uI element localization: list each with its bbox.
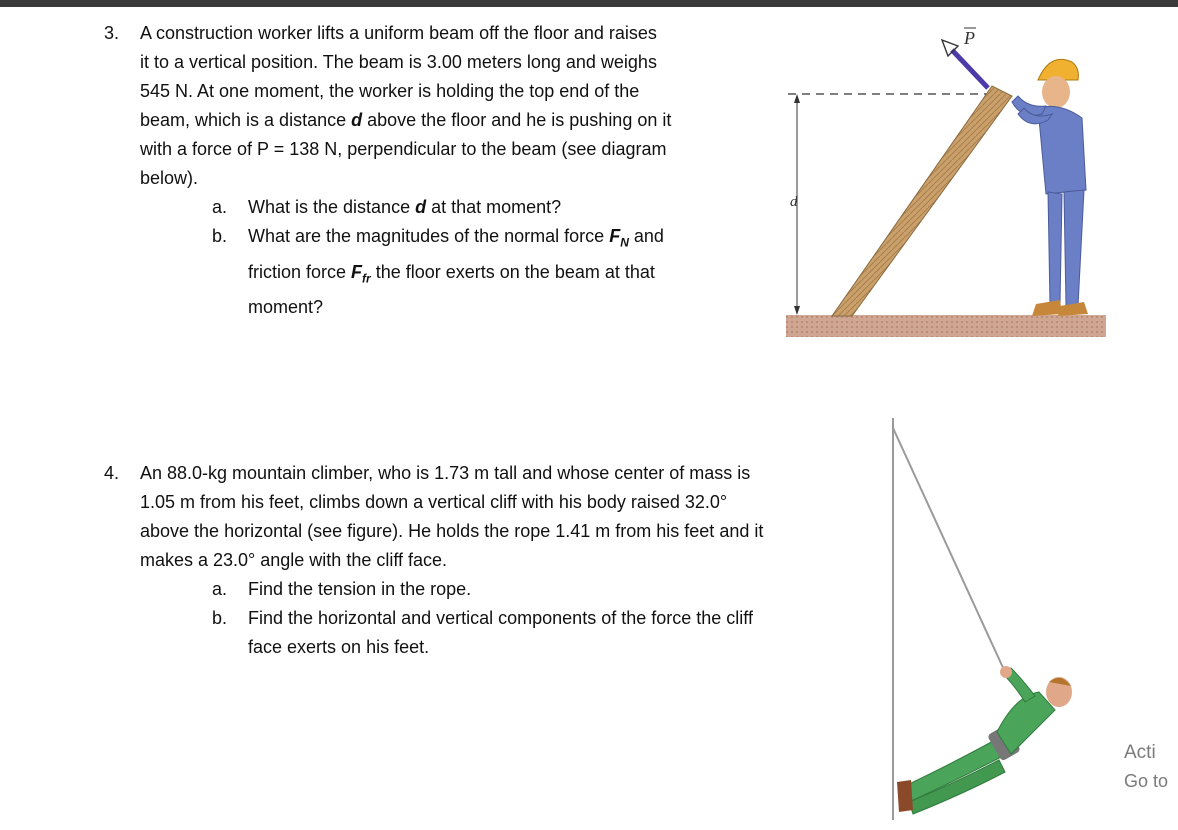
- q3-line: A construction worker lifts a uniform beam off the floor and raises: [140, 23, 657, 43]
- q3-part-b-label: b.: [212, 226, 228, 246]
- fn-symbol: F: [609, 226, 621, 246]
- q3-part-a-var: d: [415, 197, 427, 217]
- q3-text: [140, 19, 671, 193]
- q3-part-a-post: at that moment?: [426, 197, 562, 217]
- q3-part-a-pre: What is the distance: [248, 197, 416, 217]
- q4-line: makes a 23.0° angle with the cliff face.: [140, 550, 448, 570]
- q4-part-b-line2: face exerts on his feet.: [248, 637, 430, 657]
- worker: [1012, 59, 1088, 316]
- q3-var-d: d: [351, 110, 363, 130]
- d-arrow-bottom-icon: [794, 306, 800, 315]
- q3-line: 545 N. At one moment, the worker is holding the top end of the: [140, 81, 640, 101]
- q4-part-b-line1: Find the horizontal and vertical components of the force the cliff: [248, 608, 753, 628]
- p-label: P: [964, 28, 975, 48]
- q3-part-b-line3: moment?: [248, 297, 324, 318]
- q3-number: 3.: [104, 23, 120, 43]
- d-label: d: [790, 194, 798, 210]
- force-p-arrow: [952, 50, 988, 88]
- q3-part-a-text: [248, 193, 561, 222]
- beam: [832, 86, 1012, 316]
- q3-part-b-line1: [248, 222, 664, 258]
- q4-line: 1.05 m from his feet, climbs down a vertical cliff with his body raised 32.0°: [140, 492, 728, 512]
- activation-watermark: [1124, 739, 1168, 795]
- q3-part-b-l2pre: friction force: [248, 261, 352, 282]
- q3-part-b-pre: What are the magnitudes of the normal force: [248, 226, 610, 246]
- top-bar: [0, 0, 1178, 7]
- q4-line: above the horizontal (see figure). He holds the rope 1.41 m from his feet and it: [140, 521, 764, 541]
- watermark-line1: Acti: [1124, 742, 1156, 763]
- ffr-symbol: F: [351, 261, 363, 282]
- climber: [897, 666, 1072, 814]
- q3-part-b-mid: and: [628, 226, 664, 246]
- fn-subscript: N: [620, 235, 629, 250]
- rope: [893, 428, 1005, 672]
- ffr-subscript: fr: [362, 271, 371, 286]
- q4-part-a-text: Find the tension in the rope.: [248, 579, 472, 599]
- q4-text: [140, 459, 763, 575]
- q4-part-a-label: a.: [212, 579, 228, 599]
- q3-line-part: beam, which is a distance: [140, 110, 347, 130]
- watermark-line2: Go to: [1124, 771, 1169, 791]
- q3-part-b-l2post: the floor exerts on the beam at that: [370, 261, 655, 282]
- beam-worker-figure: [760, 10, 1120, 355]
- q4-number: 4.: [104, 463, 120, 483]
- q3-line: [140, 106, 671, 135]
- q3-part-b-line2: [248, 258, 664, 294]
- q4-line: An 88.0-kg mountain climber, who is 1.73 m tall and whose center of mass is: [140, 463, 751, 483]
- climber-figure: [875, 410, 1095, 830]
- q3-line: it to a vertical position. The beam is 3.00 meters long and weighs: [140, 52, 657, 72]
- q3-part-a-label: a.: [212, 197, 228, 217]
- q3-line: below).: [140, 168, 199, 188]
- d-arrow-top-icon: [794, 94, 800, 103]
- q3-line: with a force of P = 138 N, perpendicular to the beam (see diagram: [140, 139, 667, 159]
- floor: [786, 315, 1106, 337]
- q4-part-b-label: b.: [212, 608, 228, 628]
- q3-line-part: above the floor and he is pushing on it: [367, 110, 672, 130]
